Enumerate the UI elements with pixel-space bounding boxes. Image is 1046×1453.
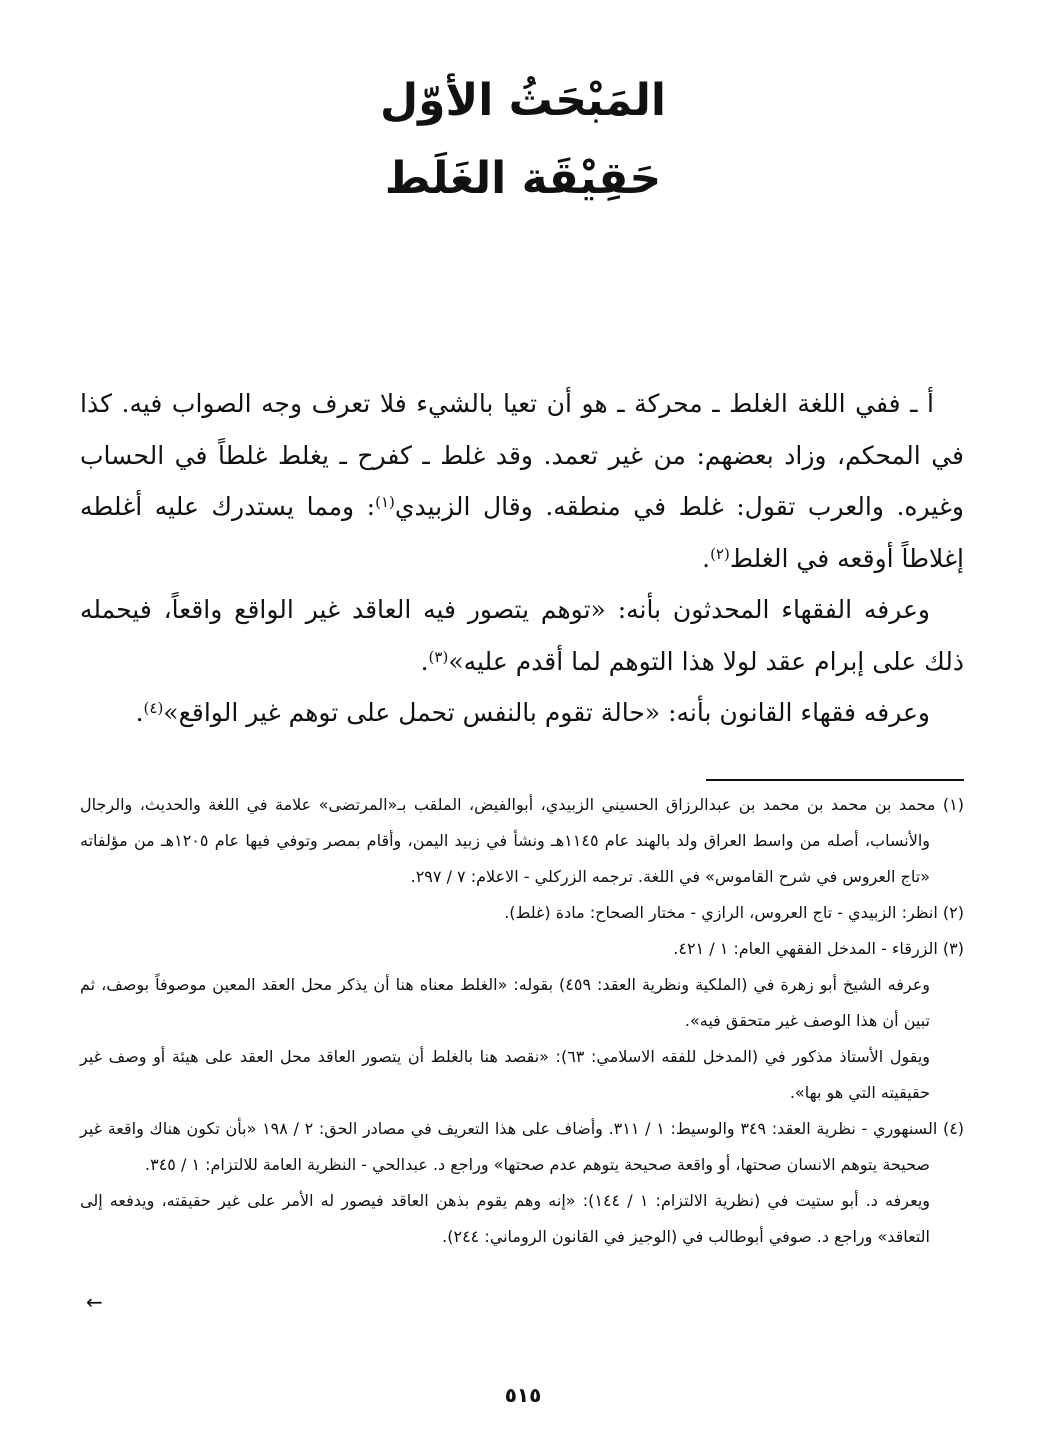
paragraph-end: . [702,543,711,573]
footnotes [80,787,964,1255]
footnote-ref-1[interactable]: (١) [375,493,395,511]
footnote-ref-2[interactable]: (٢) [710,544,730,563]
chapter-heading [0,62,1046,218]
paragraph-jurists-definition [80,584,964,687]
footnote-ref-4[interactable]: (٤) [143,699,164,717]
paragraph-text: وعرفه فقهاء القانون بأنه: «حالة تقوم بالنفس تحمل على توهم غير الواقع» [163,698,930,727]
paragraph-end: . [420,646,429,676]
footnote-3-note-madhkur: ويقول الأستاذ مذكور في (المدخل للفقه الاسلامي: ٦٣): «نقصد هنا بالغلط أن يتصور العاقد محل العقد على هيئة أو وصف غير حقيقيته التي هو بها». [80,1047,931,1102]
paragraph-text: : ومما يستدرك عليه أغلطه إغلاطاً أوقعه في الغلط [80,492,964,573]
footnote-2: (٢) انظر: الزبيدي - تاج العروس، الرازي - مختار الصحاح: مادة (غلط). [504,903,964,922]
paragraph-end: . [135,698,144,727]
paragraph-linguistic-definition [80,378,964,584]
footnote-3-note-abu-zahra: وعرفه الشيخ أبو زهرة في (الملكية ونظرية العقد: ٤٥٩) بقوله: «الغلط معناه هنا أن يذكر محل العقد المعين موصوفاً بوصف، ثم تبين أن هذا الوصف غير متحقق فيه». [80,975,930,1030]
page-number: ٥١٥ [504,1383,542,1407]
section-subtitle: حَقِيْقَة الغَلَط [384,153,662,204]
footnote-ref-3[interactable]: (٣) [428,647,449,666]
footnote-4-note-abu-stait: ويعرفه د. أبو ستيت في (نظرية الالتزام: ١ / ١٤٤): «إنه وهم يقوم بذهن العاقد فيصور له الأمر على غير حقيقته، ويدفعه إلى التعاقد» وراجع د. صوفي أبوطالب في (الوجيز في القانون الروماني: ٢٤٤). [80,1191,931,1246]
continue-arrow-icon: ← [86,1290,103,1314]
paragraph-law-definition [80,687,964,739]
footnote-4: (٤) السنهوري - نظرية العقد: ٣٤٩ والوسيط: ١ / ٣١١. وأضاف على هذا التعريف في مصادر الحق: ٢ / ١٩٨ «بأن تكون هناك واقعة غير صحيحة يتوهم الانسان صحتها، أو واقعة صحيحة يتوهم عدم صحتها» وراجع د. عبدالحي - النظرية العامة للالتزام: ١ / ٣٤٥. [80,1119,965,1174]
section-title: المَبْحَثُ الأوّل [379,75,667,126]
paragraph-text: وعرفه الفقهاء المحدثون بأنه: «توهم يتصور فيه العاقد غير الواقع واقعاً، فيحمله ذلك على إبرام عقد لولا هذا التوهم لما أقدم عليه» [80,595,964,676]
footnote-3: (٣) الزرقاء - المدخل الفقهي العام: ١ / ٤٢١. [673,939,964,958]
footnote-1: (١) محمد بن محمد بن محمد بن عبدالرزاق الحسيني الزبيدي، أبوالفيض، الملقب بـ«المرتضى» علامة في اللغة والحديث، والرجال والأنساب، أصله من واسط العراق ولد بالهند عام ١١٤٥هـ ونشأ في زبيد اليمن، وأقام بمصر وتوفي فيها عام ١٢٠٥هـ من مؤلفاته «تاج العروس في شرح القاموس» في اللغة. ترجمه الزركلي - الاعلام: ٧ / ٢٩٧. [80,795,964,886]
paragraph-text: أ ـ ففي اللغة الغلط ـ محركة ـ هو أن تعيا بالشيء فلا تعرف وجه الصواب فيه. كذا في المحكم، وزاد بعضهم: من غير تعمد. وقد غلط ـ كفرح ـ يغلط غلطاً في الحساب وغيره. والعرب تقول: غلط في منطقه. وقال الزبيدي [80,389,965,521]
footnote-separator [706,779,964,781]
body-text [80,378,964,739]
